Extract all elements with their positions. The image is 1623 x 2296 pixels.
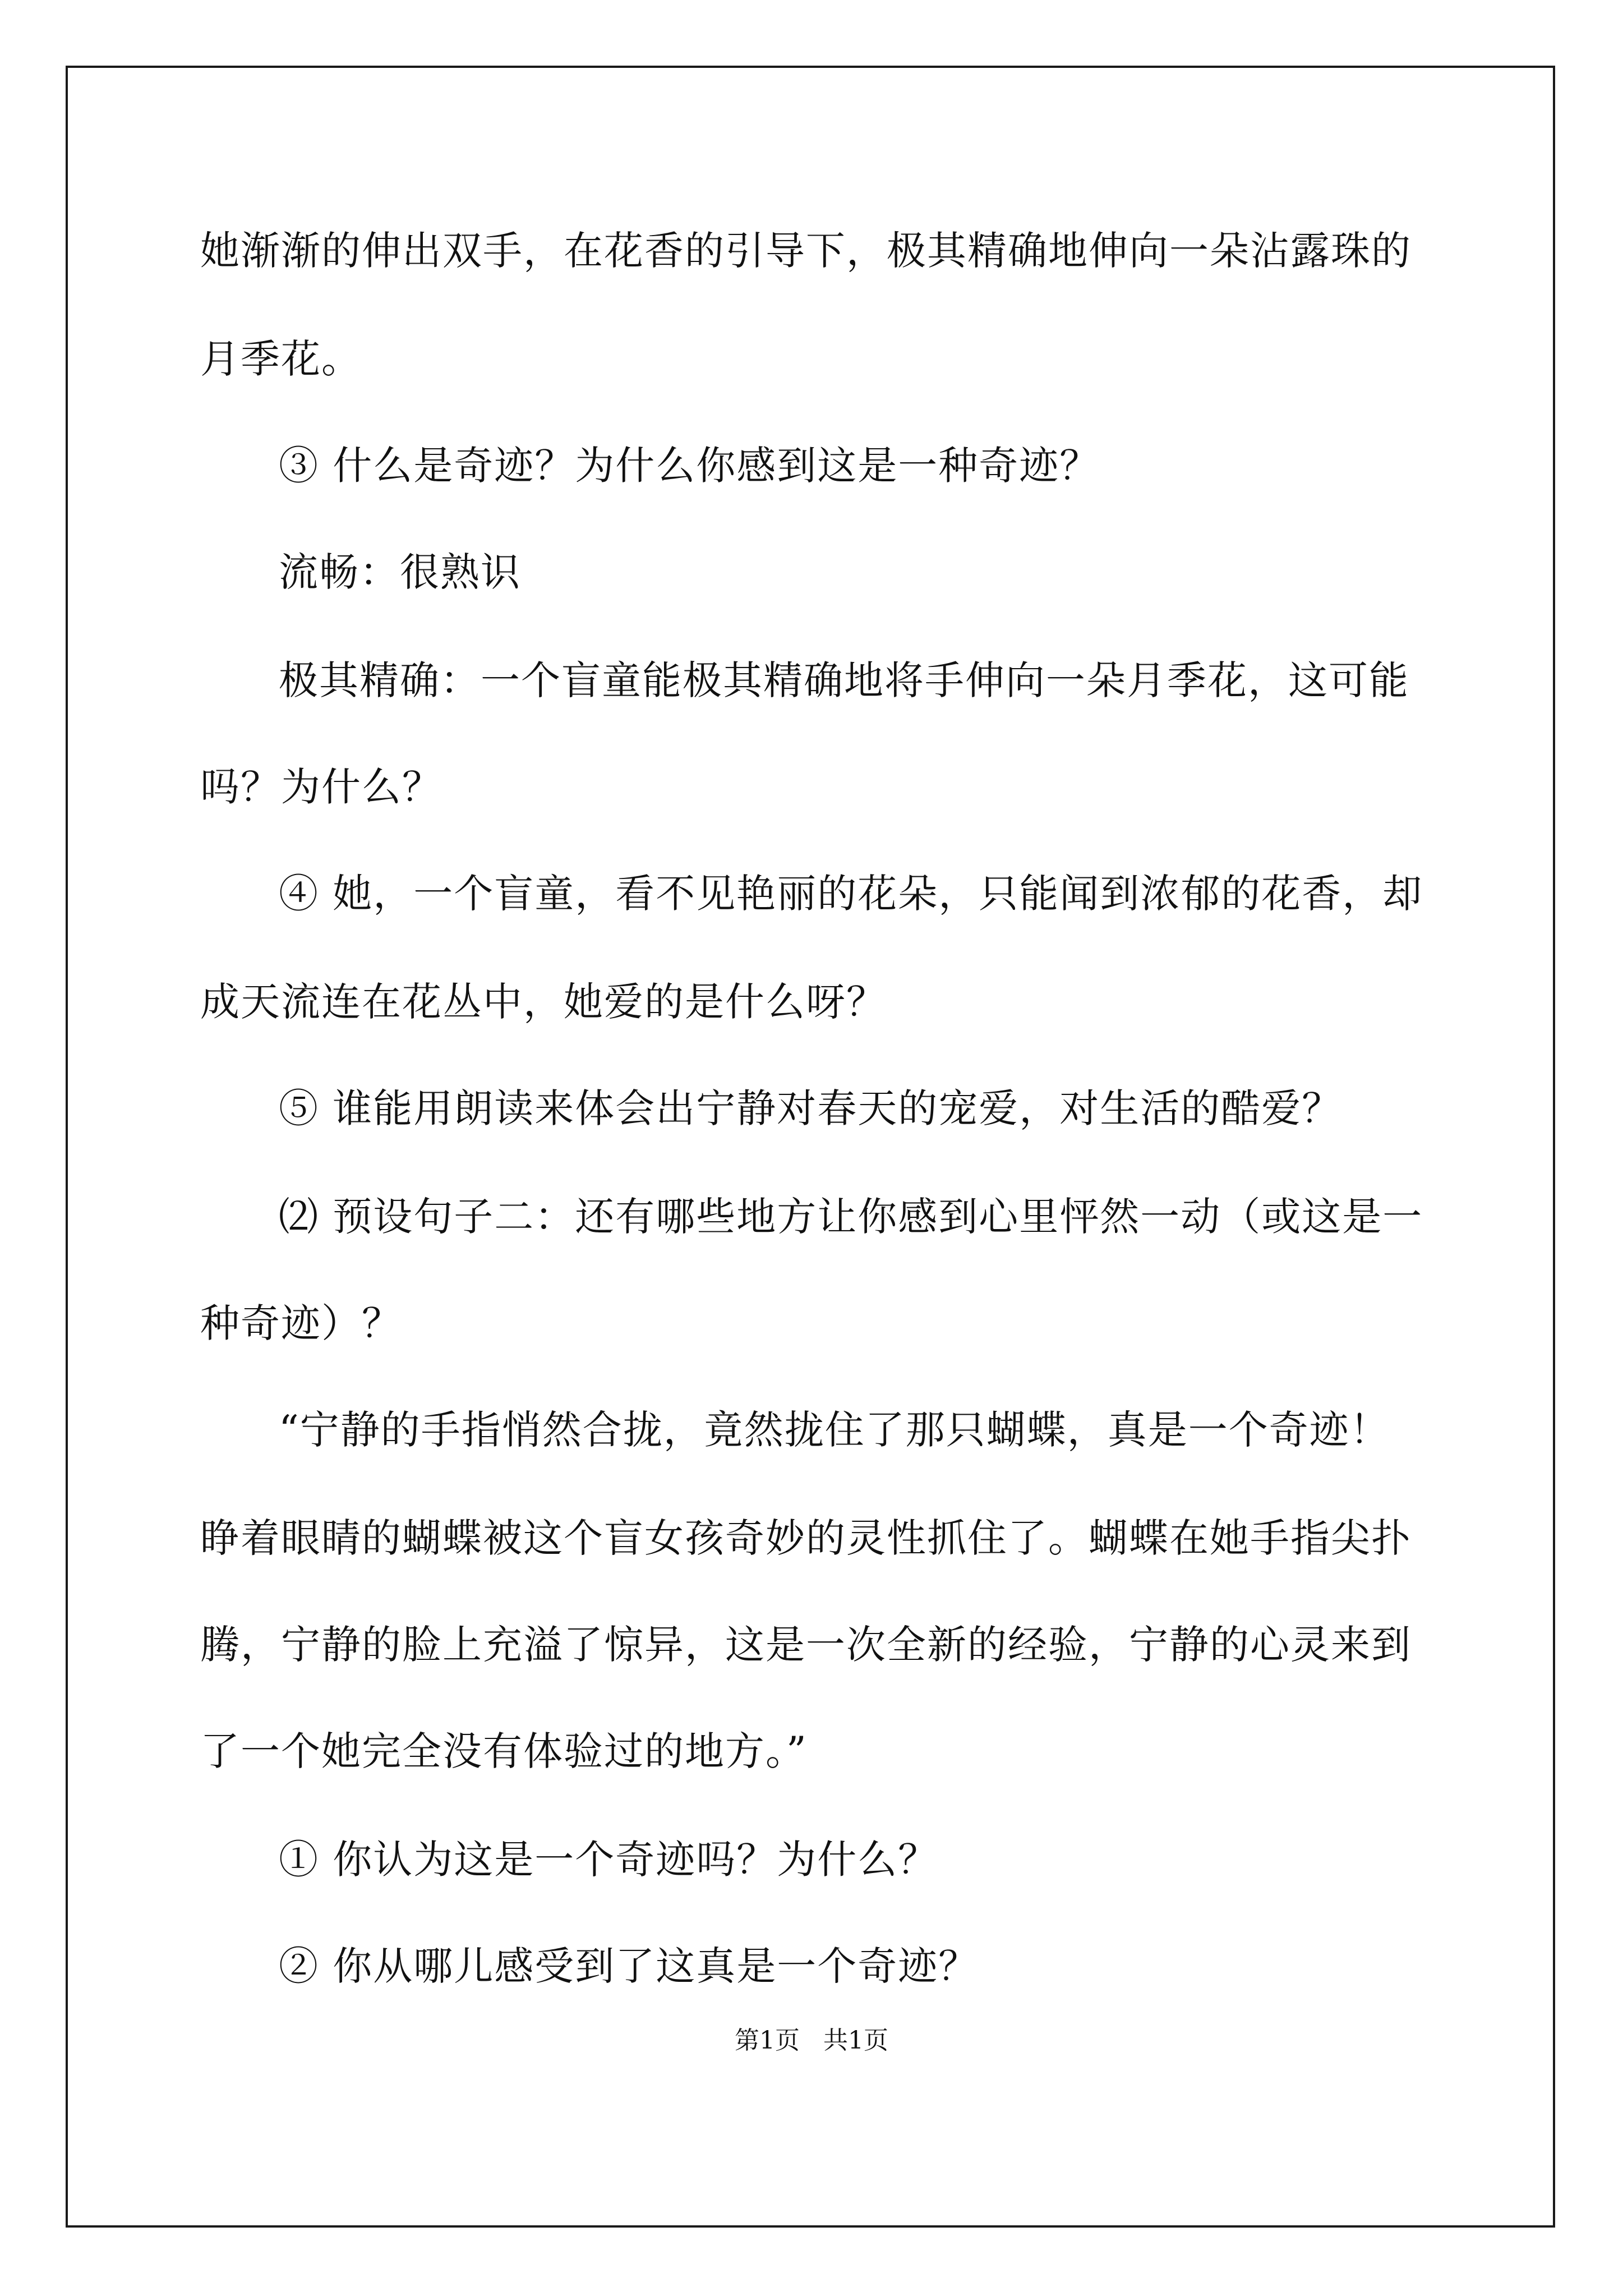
text-line-16: ① 你认为这是一个奇迹吗？为什么？: [279, 1837, 939, 1883]
text-line-2: 月季花。: [200, 336, 362, 382]
text-line-9: ⑤ 谁能用朗读来体会出宁静对春天的宠爱，对生活的酷爱？: [279, 1085, 1343, 1131]
text-line-4: 流畅：很熟识: [279, 549, 521, 595]
text-line-7: ④ 她，一个盲童，看不见艳丽的花朵，只能闻到浓郁的花香，却: [279, 871, 1423, 917]
text-line-14: 腾，宁静的脸上充溢了惊异，这是一次全新的经验，宁静的心灵来到: [200, 1622, 1412, 1668]
text-line-5: 极其精确：一个盲童能极其精确地将手伸向一朵月季花，这可能: [279, 657, 1409, 703]
text-line-13: 睁着眼睛的蝴蝶被这个盲女孩奇妙的灵性抓住了。蝴蝶在她手指尖扑: [200, 1515, 1412, 1561]
page-border: [66, 66, 1555, 2228]
text-line-8: 成天流连在花丛中，她爱的是什么呀？: [200, 979, 887, 1025]
text-line-12: “宁静的手指悄然合拢，竟然拢住了那只蝴蝶，真是一个奇迹！: [279, 1407, 1390, 1453]
text-line-3: ③ 什么是奇迹？为什么你感到这是一种奇迹？: [279, 443, 1100, 489]
page-number-footer: 第1页 共1页: [735, 2026, 888, 2055]
text-line-11: 种奇迹）？: [200, 1300, 402, 1346]
text-line-10: ⑵ 预设句子二：还有哪些地方让你感到心里怦然一动（或这是一: [279, 1194, 1423, 1240]
text-line-15: 了一个她完全没有体验过的地方。”: [200, 1728, 808, 1774]
text-line-17: ② 你从哪儿感受到了这真是一个奇迹？: [279, 1943, 979, 1989]
text-line-1: 她渐渐的伸出双手，在花香的引导下，极其精确地伸向一朵沾露珠的: [200, 228, 1412, 274]
text-line-6: 吗？为什么？: [200, 764, 442, 810]
